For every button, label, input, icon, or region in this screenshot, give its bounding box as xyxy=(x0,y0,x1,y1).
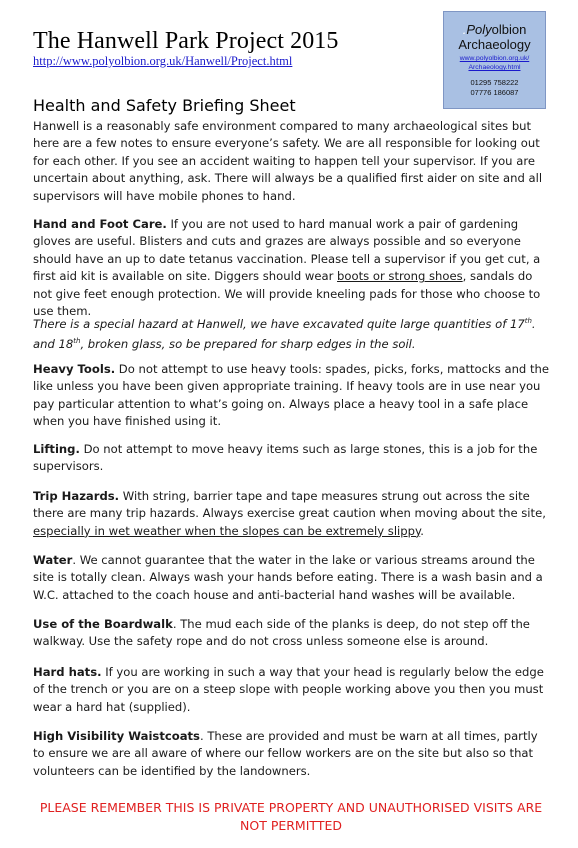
private-property-notice: PLEASE REMEMBER THIS IS PRIVATE PROPERTY AND UNAUTHORISED VISITS ARE NOT PERMITTED xyxy=(39,800,543,833)
document-title: The Hanwell Park Project 2015 xyxy=(33,28,339,54)
lifting-heading: Lifting. xyxy=(33,442,80,456)
boardwalk-heading: Use of the Boardwalk xyxy=(33,617,173,631)
water-text: . We cannot guarantee that the water in the lake or various streams around the site is totally clean. Always wash your hands before eating. There is a wash basin and a W.C. attached to the coach house and anti-bacterial hand washes will be available. xyxy=(33,553,543,602)
hazard-note-paragraph xyxy=(33,313,549,354)
hazard-sup-1: th xyxy=(524,317,532,325)
hazard-text-3: , broken glass, so be prepared for sharp edges in the soil. xyxy=(80,337,416,352)
trip-heading: Trip Hazards. xyxy=(33,489,120,503)
hazard-text-2: . and 18 xyxy=(33,316,536,352)
logo-link-line2[interactable]: Archaeology.html xyxy=(468,64,521,71)
hand-foot-heading: Hand and Foot Care. xyxy=(33,217,167,231)
intro-paragraph: Hanwell is a reasonably safe environment compared to many archaeological sites but here are a few notes to ensure everyone’s safety. We are all responsible for looking out for each other. If you see an accident waiting to happen tell your supervisor. If you are uncertain about anything, ask. There will always be a qualified first aider on site and all supervisors will have mobile phones to hand. xyxy=(33,119,543,203)
polyolbion-logo xyxy=(443,11,546,109)
boardwalk-text: . The mud each side of the planks is deep, do not step off the walkway. Use the safety rope and do not cross unless someone else is around. xyxy=(33,617,530,649)
hand-foot-underlined: boots or strong shoes xyxy=(337,269,463,284)
logo-subtitle: Archaeology xyxy=(458,37,531,52)
hard-hats-paragraph xyxy=(33,664,549,716)
heavy-tools-heading: Heavy Tools. xyxy=(33,362,116,376)
logo-name xyxy=(444,22,545,37)
hard-hats-heading: Hard hats. xyxy=(33,665,102,679)
logo-phones xyxy=(444,78,545,98)
hi-vis-text: . These are provided and must be warn at all times, partly to ensure we are all aware of where our fellow workers are on the site but also so that volunteers can be identified by the landowners. xyxy=(33,729,538,778)
logo-name-part2: olbion xyxy=(491,22,527,37)
logo-phone-1: 01295 758222 xyxy=(470,78,519,87)
hi-vis-heading: High Visibility Waistcoats xyxy=(33,729,200,743)
logo-phone-2: 07776 186087 xyxy=(470,88,519,97)
hand-foot-text-1: If you are not used to hard manual work a pair of gardening gloves are useful. Blisters and cuts and grazes are always possible and so everyone should have an up to date tetanus vaccination. Please tell a supervisor if you get cut, a first aid kit is available on site. Diggers should wear xyxy=(33,217,541,284)
logo-dot: . xyxy=(462,22,467,37)
trip-text: With string, barrier tape and tape measures strung out across the site there are many trip hazards. Always exercise great caution when moving about the site, xyxy=(33,489,546,521)
hard-hats-text: If you are working in such a way that your head is regularly below the edge of the trench or you are on a steep slope with people working above you then you must wear a hard hat (supplied). xyxy=(33,665,544,714)
water-paragraph xyxy=(33,552,549,604)
logo-link-line1[interactable]: www.polyolbion.org.uk/ xyxy=(459,55,530,62)
water-heading: Water xyxy=(33,553,73,567)
hazard-sup-2: th xyxy=(73,337,81,346)
trip-underlined: especially in wet weather when the slopes can be extremely slippy xyxy=(33,523,421,538)
boardwalk-paragraph xyxy=(33,616,549,651)
lifting-paragraph xyxy=(33,441,549,476)
heavy-tools-paragraph xyxy=(33,361,549,431)
project-url-link[interactable]: http://www.polyolbion.org.uk/Hanwell/Project.html xyxy=(33,54,293,68)
heavy-tools-text: Do not attempt to use heavy tools: spades, picks, forks, mattocks and the like unless you have been given appropriate training. If heavy tools are in use near you pay particular attention to what’s going on. Always place a heavy tool in a safe place when you have finished using it. xyxy=(33,362,549,429)
logo-name-part1: Poly xyxy=(466,22,492,37)
hand-foot-paragraph xyxy=(33,216,549,320)
trip-end: . xyxy=(420,523,424,538)
hand-foot-text-2: , sandals do not give feet enough protection. We will provide kneeling pads for those who choose to use them. xyxy=(33,269,541,319)
logo-link[interactable] xyxy=(444,54,545,72)
hi-vis-paragraph xyxy=(33,728,549,780)
lifting-text: Do not attempt to move heavy items such as large stones, this is a job for the supervisors. xyxy=(33,442,538,474)
hazard-text-1: There is a special hazard at Hanwell, we have excavated quite large quantities of 17 xyxy=(33,316,525,331)
trip-paragraph xyxy=(33,488,549,540)
sheet-subtitle: Health and Safety Briefing Sheet xyxy=(33,96,296,115)
